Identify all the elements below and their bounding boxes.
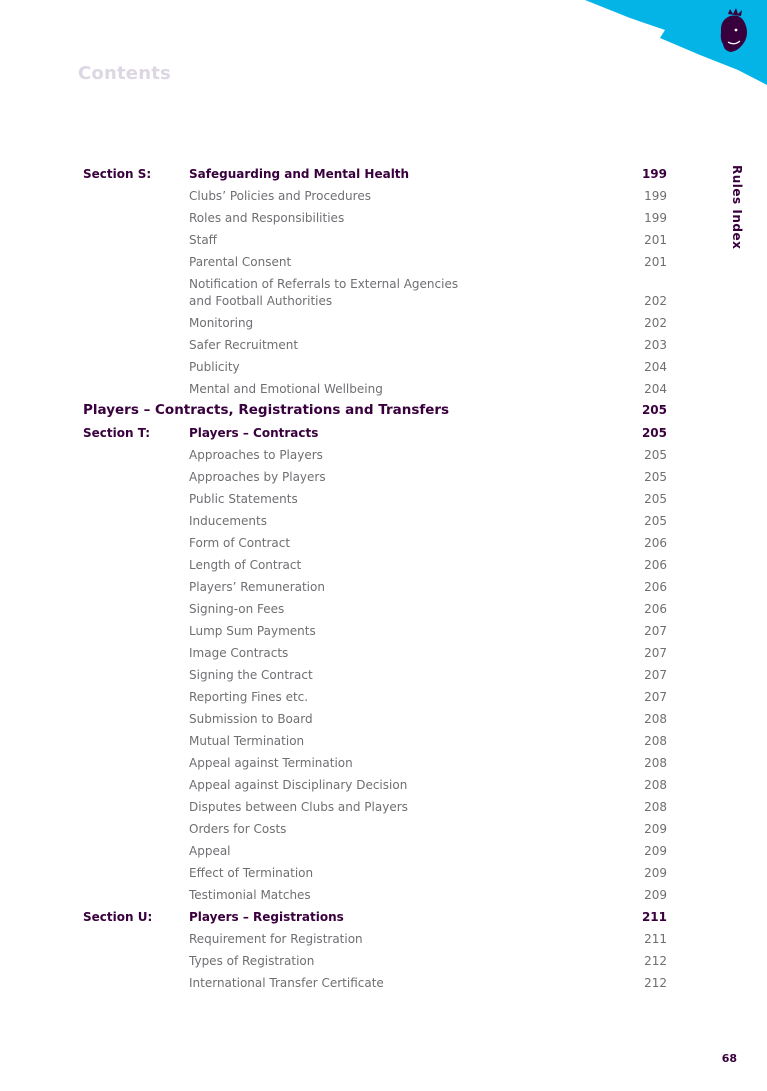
toc-entry-page: 208	[644, 712, 667, 726]
section-page: 199	[641, 167, 667, 181]
toc-entry-page: 211	[644, 932, 667, 946]
toc-entry-title: Submission to Board	[189, 712, 313, 726]
toc-entry-title: Disputes between Clubs and Players	[189, 800, 408, 814]
section-label: Section S:	[83, 167, 152, 181]
rules-index-side-label: Rules Index	[730, 165, 744, 250]
toc-entry-title: Lump Sum Payments	[189, 624, 316, 638]
toc-entry-title: International Transfer Certificate	[189, 976, 384, 990]
section-page: 211	[641, 910, 667, 924]
toc-entry-title: Appeal	[189, 844, 231, 858]
section-page: 205	[641, 426, 667, 440]
toc-entry-page: 212	[644, 954, 667, 968]
toc-entry-title: Appeal against Termination	[189, 756, 353, 770]
corner-banner	[0, 0, 767, 100]
toc-entry-title: Signing-on Fees	[189, 602, 285, 616]
section-title: Players – Contracts	[189, 426, 319, 440]
toc-entry-title: Players’ Remuneration	[189, 580, 325, 594]
toc-entry-title: Appeal against Disciplinary Decision	[189, 778, 408, 792]
toc-entry-page: 209	[644, 822, 667, 836]
section-label: Section U:	[83, 910, 153, 924]
toc-entry-page: 206	[644, 536, 667, 550]
toc-entry-page: 208	[644, 778, 667, 792]
toc-entry-page: 205	[644, 514, 667, 528]
toc-entry-title: Length of Contract	[189, 558, 302, 572]
toc-entry-page: 202	[644, 316, 667, 330]
toc-entry-title: Approaches by Players	[189, 470, 326, 484]
toc-entry-title: Approaches to Players	[189, 448, 323, 462]
section-title: Safeguarding and Mental Health	[189, 167, 410, 181]
toc-entry-page: 201	[644, 255, 667, 269]
toc-entry-title: Image Contracts	[189, 646, 289, 660]
toc-entry-title: Signing the Contract	[189, 668, 313, 682]
part-page: 205	[641, 403, 667, 417]
toc-entry-page: 206	[644, 558, 667, 572]
toc-entry-title: Effect of Termination	[189, 866, 314, 880]
toc-entry-page: 202	[644, 294, 667, 308]
toc-entry-page: 205	[644, 470, 667, 484]
toc-entry-page: 205	[644, 448, 667, 462]
toc-entry-page: 209	[644, 888, 667, 902]
toc-entry-page: 206	[644, 580, 667, 594]
toc-entry-title: Inducements	[189, 514, 267, 528]
toc-entry-title: Orders for Costs	[189, 822, 287, 836]
toc-entry-page: 208	[644, 756, 667, 770]
toc-entry-title: Monitoring	[189, 316, 254, 330]
section-label: Section T:	[83, 426, 151, 440]
toc-entry-page: 203	[644, 338, 667, 352]
toc-entry-title: Notification of Referrals to External Agencies	[189, 277, 459, 291]
toc-entry-title: Roles and Responsibilities	[189, 211, 345, 225]
toc-entry-page: 208	[644, 800, 667, 814]
toc-entry-page: 201	[644, 233, 667, 247]
toc-entry-page: 205	[644, 492, 667, 506]
toc-entry-title: Testimonial Matches	[189, 888, 311, 902]
section-title: Players – Registrations	[189, 910, 344, 924]
toc-entry-page: 207	[644, 646, 667, 660]
toc-entry-title: Staff	[189, 233, 217, 247]
toc-entry-page: 199	[644, 189, 667, 203]
toc-entry-page: 199	[644, 211, 667, 225]
toc-entry-page: 206	[644, 602, 667, 616]
toc-entry-page: 208	[644, 734, 667, 748]
toc-entry-title: Mutual Termination	[189, 734, 305, 748]
toc-entry-page: 204	[644, 360, 667, 374]
toc-entry-page: 209	[644, 844, 667, 858]
toc-entry-title: Requirement for Registration	[189, 932, 363, 946]
toc-entry-title-continued: and Football Authorities	[189, 294, 333, 308]
toc-entry-title: Publicity	[189, 360, 240, 374]
toc-entry-page: 207	[644, 690, 667, 704]
toc-entry-title: Parental Consent	[189, 255, 292, 269]
toc-entry-title: Clubs’ Policies and Procedures	[189, 189, 371, 203]
toc-entry-page: 209	[644, 866, 667, 880]
toc-entry-page: 207	[644, 624, 667, 638]
toc-entry-page: 212	[644, 976, 667, 990]
toc-entry-page: 204	[644, 382, 667, 396]
part-title: Players – Contracts, Registrations and Transfers	[83, 402, 450, 418]
toc-entry-title: Mental and Emotional Wellbeing	[189, 382, 383, 396]
toc-entry-title: Types of Registration	[189, 954, 315, 968]
page-number: 68	[721, 1052, 737, 1065]
page-title: Contents	[78, 63, 171, 84]
toc-entry-title: Safer Recruitment	[189, 338, 299, 352]
toc-entry-page: 207	[644, 668, 667, 682]
toc-entry-title: Reporting Fines etc.	[189, 690, 309, 704]
toc-entry-title: Public Statements	[189, 492, 298, 506]
toc-entry-title: Form of Contract	[189, 536, 291, 550]
